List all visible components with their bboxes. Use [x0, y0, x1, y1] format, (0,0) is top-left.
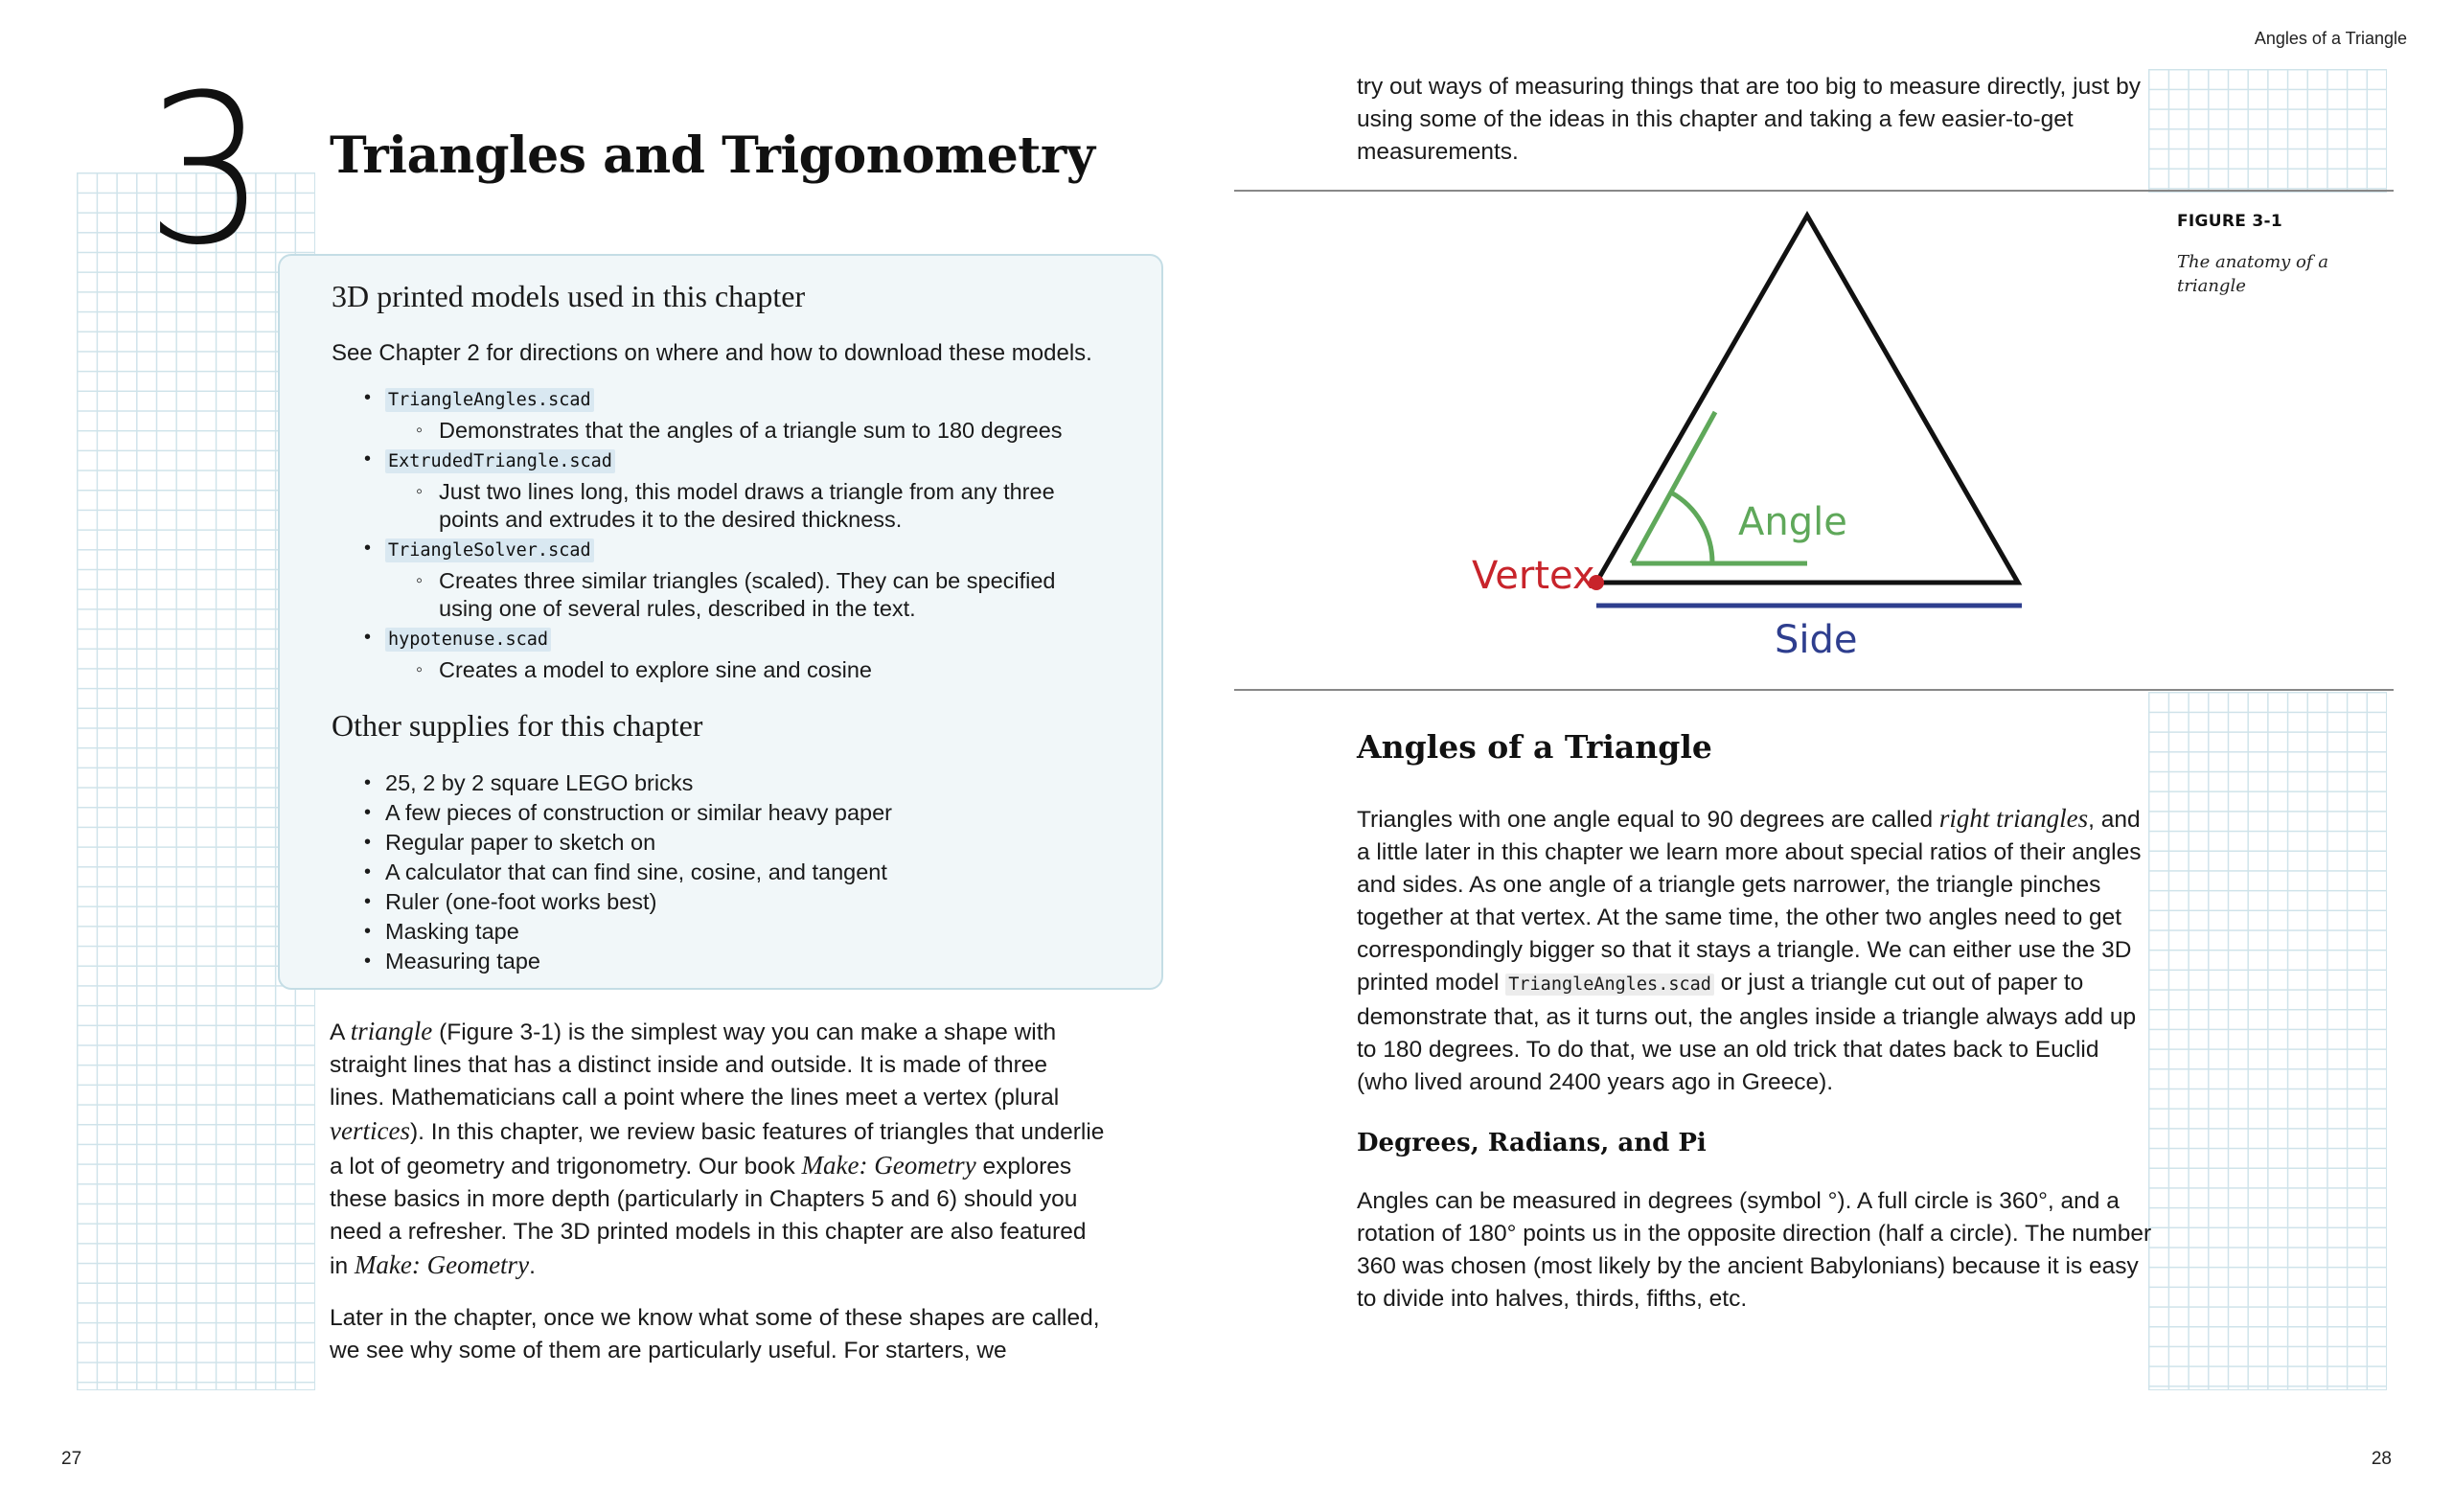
supply-item: • A few pieces of construction or similar heavy paper: [385, 799, 892, 827]
model-file-item: [385, 446, 615, 475]
angle-arc: [1671, 493, 1712, 563]
supply-item: • Regular paper to sketch on: [385, 829, 655, 857]
supply-item: • Masking tape: [385, 918, 519, 946]
supplies-heading: Other supplies for this chapter: [332, 708, 703, 743]
figure-top-rule: [1234, 190, 2394, 192]
page-number-left: 27: [61, 1449, 82, 1469]
running-header: Angles of a Triangle: [2254, 29, 2407, 48]
angles-paragraph: Triangles with one angle equal to 90 degrees are called right triangles, and a little later in this chapter we learn more about special ratios of their angles and sides. As one angle of a triangle gets narrower, the triangle pinches together at that vertex. At the same time, the other two angles need to get correspondingly bigger so that it stays a triangle. We can either use the 3D printed model TriangleAngles.scad or just a triangle cut out of paper to demonstrate that, as it turns out, the angles inside a triangle always add up to 180 degrees. To do that, we use an old trick that dates back to Euclid (who lived around 2400 years ago in Greece).: [1357, 804, 2142, 1095]
models-intro: See Chapter 2 for directions on where and how to download these models.: [332, 340, 1092, 366]
figure-label: FIGURE 3-1: [2177, 212, 2283, 231]
degrees-paragraph: Angles can be measured in degrees (symbol °). A full circle is 360°, and a rotation of 180° points us in the opposite direction (half a circle). The number 360 was chosen (most likely by the ancient Babylonians) because it is easy to divide into halves, thirds, fifths, etc.: [1357, 1188, 2152, 1312]
model-description: ◦ Creates three similar triangles (scaled). They can be specified using one of several rules, described in the text.: [439, 567, 1056, 623]
figure-caption: The anatomy of a triangle: [2177, 252, 2329, 296]
side-label: Side: [1775, 618, 1858, 662]
model-description: ◦ Just two lines long, this model draws a triangle from any three points and extrudes it to the desired thickness.: [439, 478, 1055, 534]
model-filename: hypotenuse.scad: [385, 628, 551, 652]
supply-item: • Ruler (one-foot works best): [385, 888, 656, 916]
triangle-anatomy-figure: [1437, 201, 2204, 680]
model-description: ◦ Demonstrates that the angles of a triangle sum to 180 degrees: [439, 417, 1063, 445]
model-file-item: [385, 535, 594, 564]
model-file-item: [385, 384, 594, 414]
inline-code-filename: TriangleAngles.scad: [1505, 974, 1714, 996]
vertex-label: Vertex: [1472, 554, 1595, 598]
model-file-item: [385, 624, 551, 653]
models-heading: 3D printed models used in this chapter: [332, 279, 806, 313]
model-description: ◦ Creates a model to explore sine and cosine: [439, 656, 872, 684]
page-number-right: 28: [2371, 1449, 2392, 1469]
chapter-resources-sidebar: [278, 254, 1163, 990]
continuation-paragraph: try out ways of measuring things that are too big to measure directly, just by using some of the ideas in this chapter and taking a few easier-to-get measurements.: [1357, 74, 2141, 165]
later-paragraph: Later in the chapter, once we know what some of these shapes are called, we see why some of them are particularly useful. For starters, we: [330, 1305, 1100, 1363]
intro-paragraph: A triangle (Figure 3-1) is the simplest way you can make a shape with straight lines that has a distinct inside and outside. It is made of three lines. Mathematicians call a point where the lines meet a vertex (plural vertices). In this chapter, we review basic features of triangles that underlie a lot of geometry and trigonometry. Our book Make: Geometry explores these basics in more depth (particularly in Chapters 5 and 6) should you need a refresher. The 3D printed models in this chapter are also featured in Make: Geometry.: [330, 1017, 1105, 1279]
supply-item: • 25, 2 by 2 square LEGO bricks: [385, 769, 693, 797]
chapter-number: 3: [146, 50, 264, 290]
model-filename: TriangleSolver.scad: [385, 538, 594, 562]
supply-item: • Measuring tape: [385, 948, 540, 975]
angle-ray: [1632, 412, 1715, 563]
right-grid-margin-bottom: [2148, 692, 2387, 1390]
subsection-heading: Degrees, Radians, and Pi: [1357, 1129, 1707, 1157]
section-heading: Angles of a Triangle: [1357, 728, 1712, 766]
right-grid-margin-top: [2148, 69, 2387, 193]
angle-label: Angle: [1738, 500, 1847, 544]
model-filename: TriangleAngles.scad: [385, 388, 594, 412]
chapter-title: Triangles and Trigonometry: [330, 126, 1095, 185]
model-filename: ExtrudedTriangle.scad: [385, 449, 615, 473]
figure-bottom-rule: [1234, 689, 2394, 691]
supply-item: • A calculator that can find sine, cosine, and tangent: [385, 859, 887, 886]
